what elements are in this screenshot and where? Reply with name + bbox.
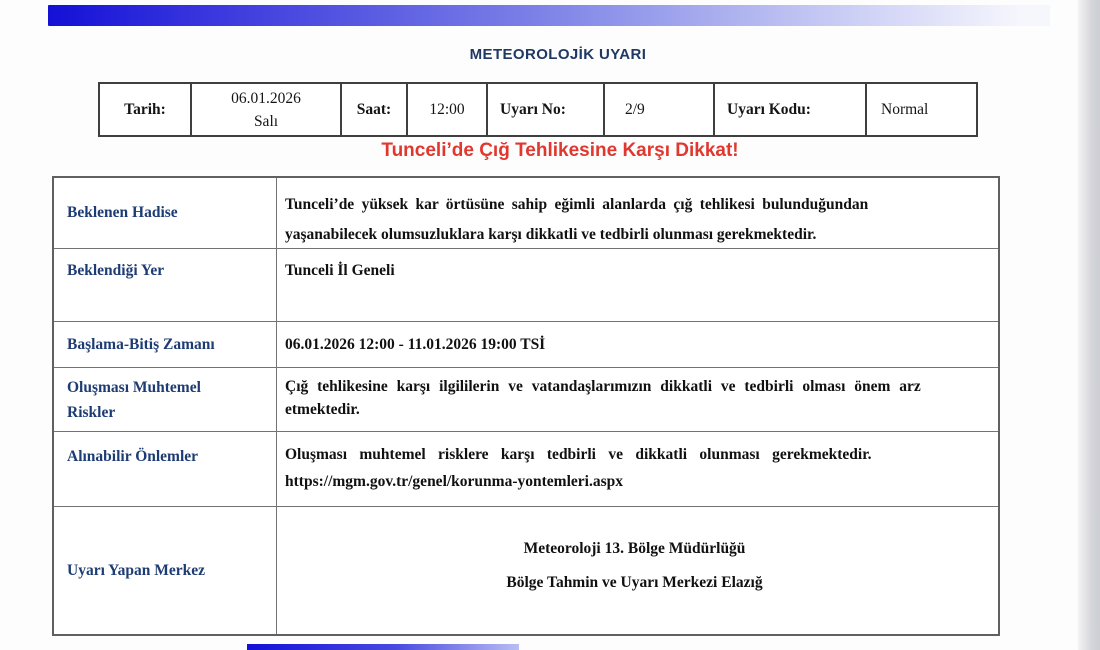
page-edge-shadow: [1078, 0, 1100, 650]
row-label-baslama-bitis: Başlama-Bitiş Zamanı: [54, 322, 277, 367]
warning-detail-table: [52, 176, 1000, 636]
protection-methods-link[interactable]: https://mgm.gov.tr/genel/korunma-yontemleri.aspx: [285, 473, 623, 490]
row-label-uyari-yapan-merkez: Uyarı Yapan Merkez: [54, 507, 277, 634]
table-row-possible-risks: [54, 368, 998, 432]
warning-header-table: [98, 82, 978, 137]
table-row-precautions: [54, 432, 998, 507]
row-content-issuing-center: [277, 507, 998, 634]
row-label-olusmasi-muhtemel-riskler: [54, 368, 277, 431]
precautions-line-1: Oluşması muhtemel risklere karşı tedbirli ve dikkatli olunması gerekmektedir.: [285, 446, 872, 463]
possible-risks-label-line-1: Oluşması Muhtemel: [67, 378, 201, 396]
date-value-day: Salı: [253, 112, 279, 130]
row-content-precautions: [277, 432, 998, 506]
warning-code-value: Normal: [881, 100, 929, 118]
time-value: 12:00: [408, 84, 488, 135]
table-row-expected-place: [54, 249, 998, 322]
table-row-expected-event: [54, 178, 998, 249]
expected-event-line-1: Tunceli’de yüksek kar örtüsüne sahip eğimli alanlarda çığ tehlikesi bulunduğundan: [285, 196, 869, 213]
row-content-start-end-time: 06.01.2026 12:00 - 11.01.2026 19:00 TSİ: [285, 335, 546, 353]
row-label-alinabilir-onlemler: Alınabilir Önlemler: [54, 432, 277, 506]
row-label-beklenen-hadise: Beklenen Hadise: [54, 178, 277, 248]
issuing-center-line-2: Bölge Tahmin ve Uyarı Merkezi Elazığ: [506, 574, 763, 591]
date-value: [192, 84, 342, 135]
row-content-expected-place: Tunceli İl Geneli: [285, 262, 395, 279]
time-label: Saat:: [342, 84, 408, 135]
row-label-beklendigi-yer: Beklendiği Yer: [54, 249, 277, 321]
possible-risks-line-2: etmektedir.: [285, 401, 360, 418]
possible-risks-label-line-2: Riskler: [67, 403, 116, 421]
date-value-date: 06.01.2026: [231, 89, 301, 107]
warning-no-label: Uyarı No:: [488, 84, 605, 135]
warning-code-label: Uyarı Kodu:: [715, 84, 867, 135]
date-label: Tarih:: [100, 84, 192, 135]
alert-heading: Tunceli’de Çığ Tehlikesine Karşı Dikkat!: [381, 140, 739, 161]
table-row-start-end-time: [54, 322, 998, 368]
bottom-accent-bar: [247, 644, 519, 650]
top-accent-bar: [48, 5, 1050, 26]
page-title: METEOROLOJİK UYARI: [469, 46, 647, 63]
possible-risks-line-1: Çığ tehlikesine karşı ilgililerin ve vatandaşlarımızın dikkatli ve tedbirli olması önem arz: [285, 378, 921, 395]
row-content-expected-event: [277, 178, 998, 248]
warning-no-value: 2/9: [605, 84, 715, 135]
row-content-possible-risks: [277, 368, 998, 431]
expected-event-line-2: yaşanabilecek olumsuzluklara karşı dikkatli ve tedbirli olunması gerekmektedir.: [285, 226, 817, 243]
issuing-center-line-1: Meteoroloji 13. Bölge Müdürlüğü: [523, 540, 746, 557]
table-row-issuing-center: [54, 507, 998, 634]
